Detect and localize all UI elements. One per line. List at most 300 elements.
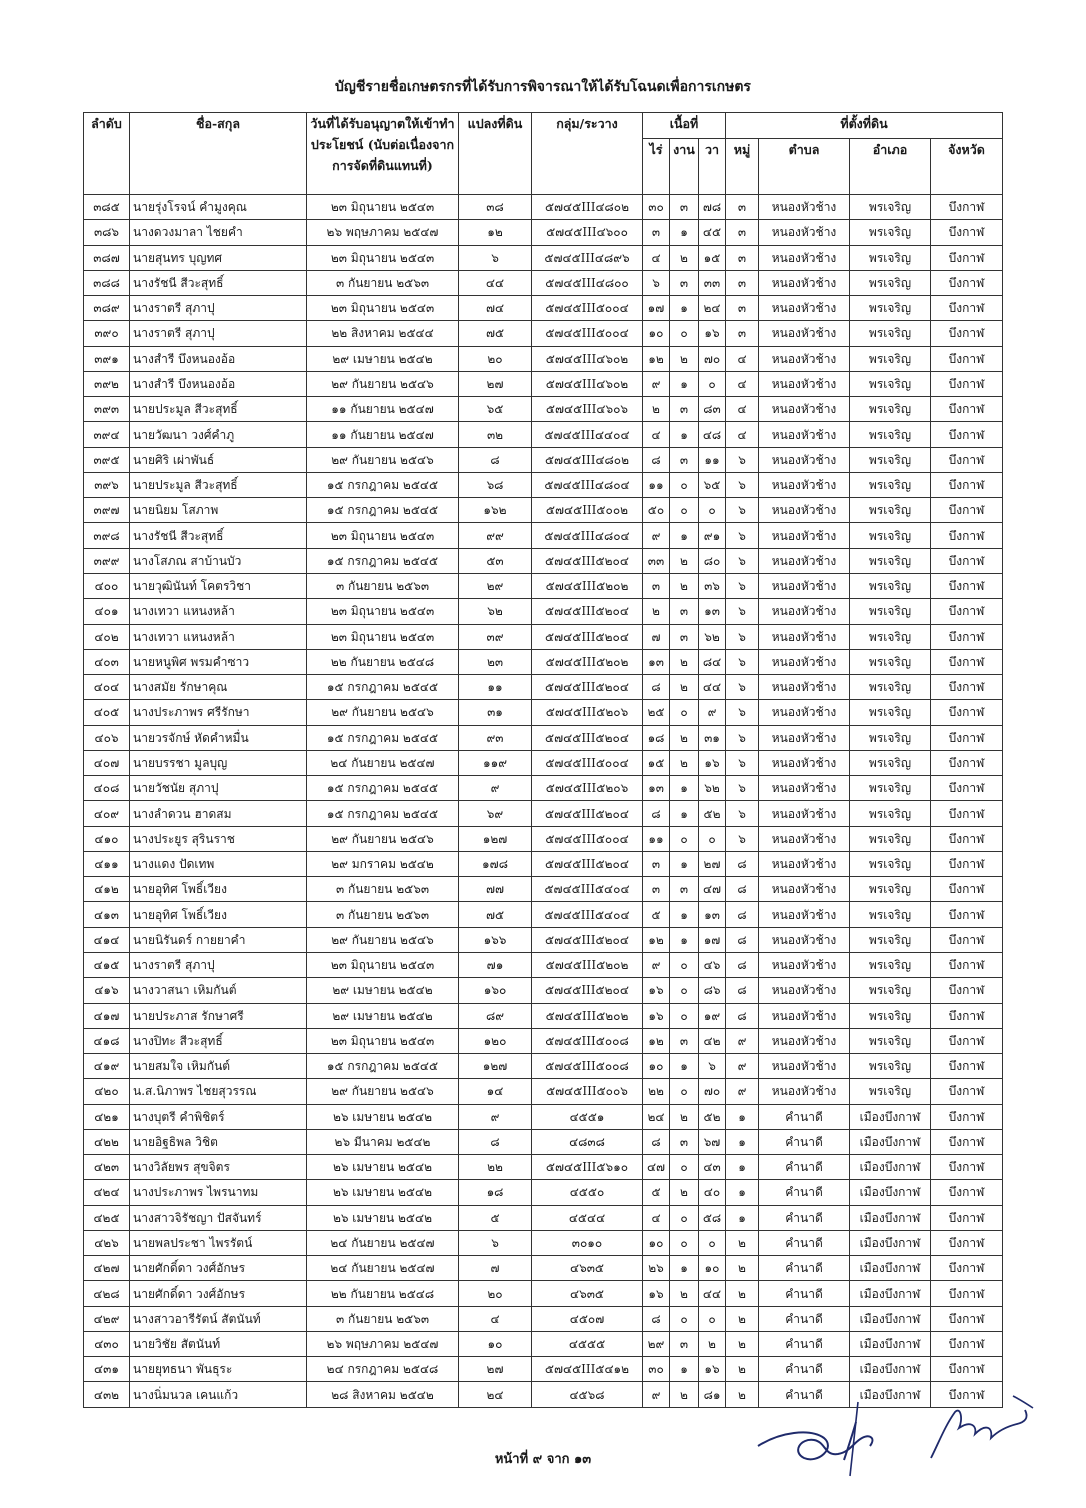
cell-wa: ๒ [699, 1331, 726, 1356]
cell-plot: ๑๑ [459, 675, 532, 700]
cell-plot: ๙๙ [459, 523, 532, 548]
cell-tambon: หนองหัวช้าง [759, 371, 850, 396]
cell-ngan: ๐ [670, 1155, 699, 1180]
cell-moo: ๙ [726, 1079, 759, 1104]
cell-no: ๔๑๘ [84, 1028, 130, 1053]
cell-province: บึงกาฬ [931, 195, 1003, 220]
cell-no: ๔๐๐ [84, 573, 130, 598]
cell-no: ๔๒๕ [84, 1205, 130, 1230]
cell-moo: ๓ [726, 195, 759, 220]
cell-amphoe: เมืองบึงกาฬ [850, 1306, 931, 1331]
cell-rai: ๑๒ [643, 927, 670, 952]
cell-name: นายอิฐธิพล วิชิต [130, 1129, 307, 1154]
cell-group: ๕๗๔๕III๔๘๐๔ [532, 523, 643, 548]
cell-wa: ๔๐ [699, 1180, 726, 1205]
cell-moo: ๔ [726, 397, 759, 422]
cell-group: ๕๗๔๕III๔๖๐๒ [532, 371, 643, 396]
cell-group: ๕๗๔๕III๔๘๐๐ [532, 270, 643, 295]
cell-group: ๕๗๔๕III๕๒๐๔ [532, 851, 643, 876]
cell-tambon: คำนาดี [759, 1306, 850, 1331]
table-row [84, 523, 1003, 548]
cell-wa: ๑๖ [699, 321, 726, 346]
cell-moo: ๖ [726, 700, 759, 725]
cell-moo: ๔ [726, 346, 759, 371]
table-row [84, 245, 1003, 270]
cell-amphoe: พรเจริญ [850, 371, 931, 396]
cell-moo: ๔ [726, 422, 759, 447]
cell-group: ๕๗๔๕III๕๒๐๔ [532, 801, 643, 826]
cell-tambon: หนองหัวช้าง [759, 296, 850, 321]
cell-rai: ๑๐ [643, 1230, 670, 1255]
cell-tambon: คำนาดี [759, 1104, 850, 1129]
cell-plot: ๗๕ [459, 902, 532, 927]
cell-province: บึงกาฬ [931, 877, 1003, 902]
cell-group: ๕๗๔๕III๔๘๙๖ [532, 245, 643, 270]
table-row [84, 599, 1003, 624]
cell-province: บึงกาฬ [931, 1357, 1003, 1382]
cell-name: นายอุทิศ โพธิ์เวียง [130, 877, 307, 902]
cell-plot: ๙ [459, 776, 532, 801]
cell-no: ๓๙๙ [84, 548, 130, 573]
cell-group: ๕๗๔๕III๕๐๐๔ [532, 296, 643, 321]
cell-group: ๕๗๔๕III๕๒๐๔ [532, 725, 643, 750]
cell-wa: ๑๗ [699, 927, 726, 952]
cell-tambon: หนองหัวช้าง [759, 851, 850, 876]
cell-moo: ๒ [726, 1382, 759, 1407]
cell-no: ๔๑๐ [84, 826, 130, 851]
cell-moo: ๘ [726, 902, 759, 927]
cell-group: ๕๗๔๕III๔๔๐๔ [532, 422, 643, 447]
cell-amphoe: เมืองบึงกาฬ [850, 1155, 931, 1180]
table-row [84, 296, 1003, 321]
cell-date: ๒๖ เมษายน ๒๕๔๒ [307, 1104, 459, 1129]
cell-province: บึงกาฬ [931, 371, 1003, 396]
header-group: กลุ่ม/ระวาง [532, 113, 643, 195]
cell-date: ๒๖ พฤษภาคม ๒๕๔๗ [307, 220, 459, 245]
cell-plot: ๓๙ [459, 624, 532, 649]
cell-ngan: ๑ [670, 296, 699, 321]
cell-rai: ๑๒ [643, 346, 670, 371]
cell-rai: ๑๑ [643, 472, 670, 497]
table-row [84, 447, 1003, 472]
table-row [84, 498, 1003, 523]
cell-group: ๔๕๕๐ [532, 1180, 643, 1205]
table-row [84, 624, 1003, 649]
cell-name: นายศักดิ์ดา วงศ์อักษร [130, 1256, 307, 1281]
cell-province: บึงกาฬ [931, 952, 1003, 977]
cell-amphoe: พรเจริญ [850, 195, 931, 220]
cell-no: ๔๐๘ [84, 776, 130, 801]
cell-amphoe: พรเจริญ [850, 573, 931, 598]
table-header [84, 113, 1003, 195]
cell-no: ๓๘๘ [84, 270, 130, 295]
cell-province: บึงกาฬ [931, 851, 1003, 876]
cell-rai: ๘ [643, 1129, 670, 1154]
cell-name: นายพลประชา ไพรรัตน์ [130, 1230, 307, 1255]
cell-no: ๔๐๙ [84, 801, 130, 826]
cell-date: ๒๓ มิถุนายน ๒๕๔๓ [307, 952, 459, 977]
cell-no: ๔๑๑ [84, 851, 130, 876]
cell-amphoe: พรเจริญ [850, 422, 931, 447]
cell-wa: ๑๖ [699, 1357, 726, 1382]
cell-no: ๓๙๒ [84, 371, 130, 396]
cell-amphoe: พรเจริญ [850, 321, 931, 346]
cell-moo: ๒ [726, 1331, 759, 1356]
cell-ngan: ๓ [670, 1028, 699, 1053]
cell-wa: ๓๖ [699, 573, 726, 598]
cell-plot: ๕๓ [459, 548, 532, 573]
cell-date: ๒๙ เมษายน ๒๕๔๒ [307, 346, 459, 371]
cell-wa: ๑๕ [699, 245, 726, 270]
cell-date: ๒๖ พฤษภาคม ๒๕๔๗ [307, 1331, 459, 1356]
cell-name: นายวัฒนา วงศ์คำภู [130, 422, 307, 447]
cell-no: ๔๐๖ [84, 725, 130, 750]
header-location: ที่ตั้งที่ดิน [726, 113, 1003, 139]
cell-group: ๕๗๔๕III๕๐๐๔ [532, 750, 643, 775]
cell-no: ๔๐๓ [84, 649, 130, 674]
cell-tambon: หนองหัวช้าง [759, 1054, 850, 1079]
cell-no: ๓๙๗ [84, 498, 130, 523]
cell-date: ๒๓ มิถุนายน ๒๕๔๓ [307, 624, 459, 649]
cell-province: บึงกาฬ [931, 624, 1003, 649]
cell-group: ๕๗๔๕III๕๒๐๖ [532, 700, 643, 725]
cell-wa: ๑๙ [699, 1003, 726, 1028]
cell-moo: ๖ [726, 599, 759, 624]
cell-date: ๑๕ กรกฎาคม ๒๕๔๕ [307, 548, 459, 573]
cell-amphoe: เมืองบึงกาฬ [850, 1180, 931, 1205]
header-date: วันที่ได้รับอนุญาตให้เข้าทำประโยชน์ (นับต่อเนื่องจากการจัดที่ดินแทนที่) [307, 113, 459, 195]
cell-province: บึงกาฬ [931, 649, 1003, 674]
cell-name: นายนิยม โสภาพ [130, 498, 307, 523]
cell-wa: ๐ [699, 371, 726, 396]
cell-amphoe: เมืองบึงกาฬ [850, 1104, 931, 1129]
cell-amphoe: เมืองบึงกาฬ [850, 1357, 931, 1382]
cell-plot: ๑๖๒ [459, 498, 532, 523]
table-row [84, 1205, 1003, 1230]
cell-group: ๕๗๔๕III๕๒๐๒ [532, 573, 643, 598]
cell-date: ๑๕ กรกฎาคม ๒๕๔๕ [307, 472, 459, 497]
cell-province: บึงกาฬ [931, 599, 1003, 624]
cell-rai: ๑๐ [643, 1054, 670, 1079]
cell-no: ๔๒๓ [84, 1155, 130, 1180]
cell-province: บึงกาฬ [931, 927, 1003, 952]
cell-date: ๓ กันยายน ๒๕๖๓ [307, 902, 459, 927]
cell-plot: ๔๔ [459, 270, 532, 295]
cell-rai: ๑๒ [643, 1028, 670, 1053]
cell-tambon: คำนาดี [759, 1155, 850, 1180]
cell-amphoe: พรเจริญ [850, 346, 931, 371]
cell-ngan: ๐ [670, 1230, 699, 1255]
cell-date: ๑๑ กันยายน ๒๕๔๗ [307, 397, 459, 422]
cell-amphoe: พรเจริญ [850, 548, 931, 573]
cell-wa: ๒๗ [699, 851, 726, 876]
cell-amphoe: พรเจริญ [850, 220, 931, 245]
cell-date: ๒๖ มีนาคม ๒๕๔๒ [307, 1129, 459, 1154]
cell-tambon: หนองหัวช้าง [759, 624, 850, 649]
cell-ngan: ๐ [670, 1003, 699, 1028]
cell-wa: ๔๔ [699, 1281, 726, 1306]
cell-province: บึงกาฬ [931, 1180, 1003, 1205]
cell-name: นายหนูพิศ พรมคำซาว [130, 649, 307, 674]
cell-no: ๔๒๑ [84, 1104, 130, 1129]
cell-amphoe: พรเจริญ [850, 877, 931, 902]
cell-group: ๕๗๔๕III๕๒๐๒ [532, 952, 643, 977]
cell-amphoe: พรเจริญ [850, 1028, 931, 1053]
cell-rai: ๙ [643, 952, 670, 977]
cell-moo: ๑ [726, 1180, 759, 1205]
cell-group: ๕๗๔๕III๕๒๐๔ [532, 624, 643, 649]
cell-name: นายสุนทร บุญทศ [130, 245, 307, 270]
cell-date: ๓ กันยายน ๒๕๖๓ [307, 1306, 459, 1331]
cell-province: บึงกาฬ [931, 1028, 1003, 1053]
cell-tambon: หนองหัวช้าง [759, 700, 850, 725]
header-plot: แปลงที่ดิน [459, 113, 532, 195]
cell-rai: ๑๗ [643, 296, 670, 321]
cell-name: นายประภาส รักษาศรี [130, 1003, 307, 1028]
cell-ngan: ๒ [670, 548, 699, 573]
cell-group: ๕๗๔๕III๔๖๐๖ [532, 397, 643, 422]
table-row [84, 1155, 1003, 1180]
cell-moo: ๔ [726, 371, 759, 396]
cell-tambon: หนองหัวช้าง [759, 270, 850, 295]
table-row [84, 397, 1003, 422]
cell-wa: ๗๐ [699, 346, 726, 371]
cell-moo: ๑ [726, 1104, 759, 1129]
cell-ngan: ๑ [670, 801, 699, 826]
cell-amphoe: พรเจริญ [850, 523, 931, 548]
cell-rai: ๘ [643, 801, 670, 826]
cell-date: ๒๙ กันยายน ๒๕๔๖ [307, 826, 459, 851]
cell-no: ๔๒๐ [84, 1079, 130, 1104]
cell-plot: ๔ [459, 1306, 532, 1331]
cell-ngan: ๑ [670, 902, 699, 927]
cell-tambon: หนองหัวช้าง [759, 523, 850, 548]
table-row [84, 877, 1003, 902]
cell-group: ๕๗๔๕III๕๐๐๔ [532, 321, 643, 346]
cell-group: ๕๗๔๕III๕๒๐๒ [532, 649, 643, 674]
cell-ngan: ๑ [670, 927, 699, 952]
cell-province: บึงกาฬ [931, 776, 1003, 801]
cell-tambon: หนองหัวช้าง [759, 1003, 850, 1028]
cell-tambon: หนองหัวช้าง [759, 245, 850, 270]
cell-moo: ๘ [726, 877, 759, 902]
cell-province: บึงกาฬ [931, 1003, 1003, 1028]
cell-moo: ๙ [726, 1054, 759, 1079]
cell-name: นายศักดิ์ดา วงศ์อักษร [130, 1281, 307, 1306]
table-row [84, 371, 1003, 396]
cell-tambon: คำนาดี [759, 1205, 850, 1230]
cell-moo: ๒ [726, 1281, 759, 1306]
cell-name: นายสมใจ เหิมกันต์ [130, 1054, 307, 1079]
cell-name: นางประภาพร ไพรนาทม [130, 1180, 307, 1205]
cell-wa: ๙๑ [699, 523, 726, 548]
cell-province: บึงกาฬ [931, 1281, 1003, 1306]
cell-plot: ๗๕ [459, 321, 532, 346]
header-name: ชื่อ-สกุล [130, 113, 307, 195]
cell-province: บึงกาฬ [931, 270, 1003, 295]
cell-rai: ๑๘ [643, 725, 670, 750]
cell-name: นายประมูล สีวะสุทธิ์ [130, 472, 307, 497]
cell-tambon: หนองหัวช้าง [759, 1079, 850, 1104]
cell-group: ๕๗๔๕III๕๒๐๔ [532, 548, 643, 573]
cell-amphoe: พรเจริญ [850, 472, 931, 497]
cell-ngan: ๐ [670, 472, 699, 497]
cell-tambon: คำนาดี [759, 1129, 850, 1154]
cell-no: ๓๘๕ [84, 195, 130, 220]
cell-plot: ๒๗ [459, 371, 532, 396]
cell-name: นายบรรชา มูลบุญ [130, 750, 307, 775]
cell-amphoe: เมืองบึงกาฬ [850, 1129, 931, 1154]
cell-wa: ๐ [699, 498, 726, 523]
cell-group: ๔๕๖๘ [532, 1382, 643, 1407]
cell-moo: ๘ [726, 927, 759, 952]
cell-ngan: ๐ [670, 1306, 699, 1331]
cell-tambon: คำนาดี [759, 1256, 850, 1281]
cell-name: นางดวงมาลา ไชยคำ [130, 220, 307, 245]
cell-amphoe: พรเจริญ [850, 397, 931, 422]
cell-province: บึงกาฬ [931, 725, 1003, 750]
cell-no: ๔๑๖ [84, 978, 130, 1003]
cell-group: ๔๖๓๕ [532, 1281, 643, 1306]
cell-wa: ๕๒ [699, 1104, 726, 1129]
cell-amphoe: พรเจริญ [850, 826, 931, 851]
cell-plot: ๗๔ [459, 296, 532, 321]
cell-name: นายนิรันดร์ กายยาคำ [130, 927, 307, 952]
cell-province: บึงกาฬ [931, 1230, 1003, 1255]
cell-tambon: หนองหัวช้าง [759, 573, 850, 598]
cell-plot: ๒๙ [459, 573, 532, 598]
table-row [84, 1256, 1003, 1281]
cell-ngan: ๒ [670, 649, 699, 674]
cell-wa: ๘๔ [699, 649, 726, 674]
cell-province: บึงกาฬ [931, 346, 1003, 371]
cell-date: ๑๕ กรกฎาคม ๒๕๔๕ [307, 498, 459, 523]
cell-moo: ๖ [726, 624, 759, 649]
cell-ngan: ๑ [670, 1054, 699, 1079]
cell-tambon: หนองหัวช้าง [759, 826, 850, 851]
cell-date: ๒๙ เมษายน ๒๕๔๒ [307, 1003, 459, 1028]
cell-group: ๕๗๔๕III๕๔๑๒ [532, 1357, 643, 1382]
cell-no: ๔๑๔ [84, 927, 130, 952]
cell-ngan: ๒ [670, 1104, 699, 1129]
cell-province: บึงกาฬ [931, 220, 1003, 245]
cell-plot: ๓๑ [459, 700, 532, 725]
cell-tambon: หนองหัวช้าง [759, 472, 850, 497]
header-rai: ไร่ [643, 139, 670, 195]
cell-group: ๕๗๔๕III๕๐๐๘ [532, 1054, 643, 1079]
cell-wa: ๔๒ [699, 1028, 726, 1053]
cell-rai: ๒๕ [643, 700, 670, 725]
cell-amphoe: พรเจริญ [850, 1054, 931, 1079]
cell-moo: ๓ [726, 296, 759, 321]
table-row [84, 750, 1003, 775]
cell-no: ๔๐๕ [84, 700, 130, 725]
cell-plot: ๖๘ [459, 472, 532, 497]
cell-ngan: ๒ [670, 573, 699, 598]
cell-rai: ๓๐ [643, 195, 670, 220]
cell-group: ๕๗๔๕III๕๔๐๔ [532, 902, 643, 927]
cell-province: บึงกาฬ [931, 1054, 1003, 1079]
cell-date: ๒๙ มกราคม ๒๕๔๒ [307, 851, 459, 876]
cell-plot: ๙ [459, 1104, 532, 1129]
cell-tambon: หนองหัวช้าง [759, 902, 850, 927]
cell-tambon: หนองหัวช้าง [759, 776, 850, 801]
cell-group: ๕๗๔๕III๔๘๐๒ [532, 447, 643, 472]
cell-wa: ๒๔ [699, 296, 726, 321]
cell-rai: ๘ [643, 447, 670, 472]
cell-tambon: หนองหัวช้าง [759, 801, 850, 826]
table-row [84, 1003, 1003, 1028]
header-tambon: ตำบล [759, 139, 850, 195]
cell-amphoe: พรเจริญ [850, 1079, 931, 1104]
cell-rai: ๒๙ [643, 1331, 670, 1356]
cell-rai: ๘ [643, 675, 670, 700]
table-row [84, 725, 1003, 750]
cell-name: น.ส.นิภาพร ไชยสุวรรณ [130, 1079, 307, 1104]
cell-tambon: หนองหัวช้าง [759, 750, 850, 775]
cell-moo: ๖ [726, 447, 759, 472]
cell-wa: ๑๑ [699, 447, 726, 472]
cell-moo: ๖ [726, 472, 759, 497]
cell-province: บึงกาฬ [931, 801, 1003, 826]
cell-ngan: ๐ [670, 1205, 699, 1230]
cell-moo: ๓ [726, 245, 759, 270]
table-row [84, 472, 1003, 497]
cell-moo: ๓ [726, 270, 759, 295]
cell-group: ๕๗๔๕III๕๐๐๒ [532, 498, 643, 523]
cell-plot: ๕ [459, 1205, 532, 1230]
cell-group: ๕๗๔๕III๕๐๐๔ [532, 826, 643, 851]
cell-moo: ๖ [726, 826, 759, 851]
cell-rai: ๓ [643, 851, 670, 876]
cell-no: ๔๒๙ [84, 1306, 130, 1331]
cell-date: ๒๒ กันยายน ๒๕๔๘ [307, 649, 459, 674]
cell-group: ๕๗๔๕III๔๖๐๐ [532, 220, 643, 245]
cell-ngan: ๑ [670, 220, 699, 245]
cell-group: ๓๐๑๐ [532, 1230, 643, 1255]
cell-plot: ๖๙ [459, 801, 532, 826]
cell-name: นายอุทิศ โพธิ์เวียง [130, 902, 307, 927]
table-row [84, 1028, 1003, 1053]
cell-amphoe: พรเจริญ [850, 447, 931, 472]
cell-tambon: หนองหัวช้าง [759, 220, 850, 245]
cell-name: นายวรจักษ์ หัดคำหมื่น [130, 725, 307, 750]
cell-ngan: ๒ [670, 1281, 699, 1306]
cell-name: นางโสภณ สาบ้านบัว [130, 548, 307, 573]
table-row [84, 1180, 1003, 1205]
cell-no: ๔๒๒ [84, 1129, 130, 1154]
farmer-register-table [83, 112, 1003, 1408]
cell-plot: ๑๒ [459, 220, 532, 245]
cell-no: ๔๒๔ [84, 1180, 130, 1205]
cell-no: ๓๙๕ [84, 447, 130, 472]
cell-group: ๔๕๕๕ [532, 1331, 643, 1356]
cell-moo: ๖ [726, 649, 759, 674]
cell-rai: ๑๖ [643, 1003, 670, 1028]
cell-date: ๒๘ สิงหาคม ๒๕๔๒ [307, 1382, 459, 1407]
cell-ngan: ๑ [670, 371, 699, 396]
cell-province: บึงกาฬ [931, 422, 1003, 447]
cell-plot: ๒๔ [459, 1382, 532, 1407]
cell-province: บึงกาฬ [931, 1079, 1003, 1104]
cell-province: บึงกาฬ [931, 1306, 1003, 1331]
cell-date: ๓ กันยายน ๒๕๖๓ [307, 877, 459, 902]
cell-group: ๕๗๔๕III๔๘๐๔ [532, 472, 643, 497]
cell-amphoe: พรเจริญ [850, 245, 931, 270]
cell-rai: ๑๕ [643, 750, 670, 775]
cell-date: ๒๖ เมษายน ๒๕๔๒ [307, 1205, 459, 1230]
cell-plot: ๘๙ [459, 1003, 532, 1028]
